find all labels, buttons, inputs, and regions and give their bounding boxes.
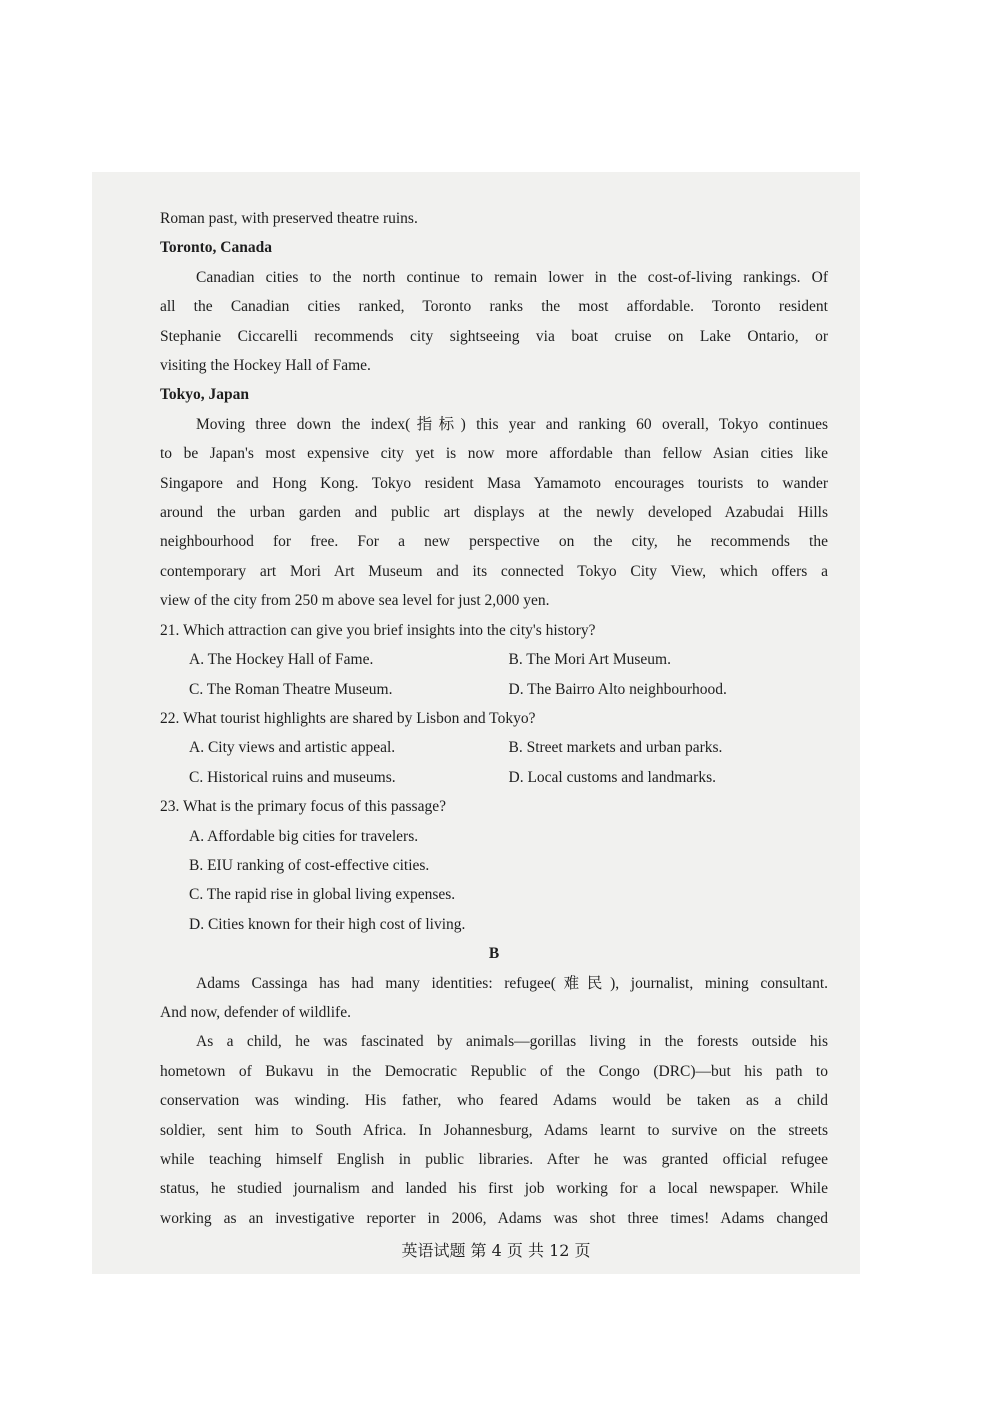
question-23 [160, 792, 828, 939]
option-c: C. The Roman Theatre Museum. [189, 680, 393, 698]
passage-b-line: status, he studied journalism and landed his first job working for a local newspaper. While [160, 1180, 828, 1198]
passage-b-line: conservation was winding. His father, who feared Adams would be taken as a child [160, 1092, 828, 1110]
passage-b-paragraph-1 [160, 969, 828, 1028]
tokyo-line: neighbourhood for free. For a new perspective on the city, he recommends the [160, 533, 828, 551]
passage-b-line: while teaching himself English in public libraries. After he was granted official refugee [160, 1151, 828, 1168]
passage-b-line: As a child, he was fascinated by animals—gorillas living in the forests outside his [196, 1033, 828, 1051]
tokyo-line: Moving three down the index(指标) this year and ranking 60 overall, Tokyo continues [196, 415, 828, 433]
passage-b-line: working as an investigative reporter in 2006, Adams was shot three times! Adams changed [160, 1209, 828, 1227]
toronto-line: all the Canadian cities ranked, Toronto ranks the most affordable. Toronto resident [160, 298, 828, 316]
tokyo-line: around the urban garden and public art displays at the newly developed Azabudai Hills [160, 504, 828, 522]
option-row [160, 675, 828, 704]
option-d: D. Local customs and landmarks. [508, 768, 716, 786]
tokyo-line: contemporary art Mori Art Museum and its connected Tokyo City View, which offers a [160, 562, 828, 580]
passage-continuation: Roman past, with preserved theatre ruins. [160, 210, 418, 227]
question-stem: 21. Which attraction can give you brief insights into the city's history? [160, 621, 596, 639]
tokyo-line: view of the city from 250 m above sea level for just 2,000 yen. [160, 592, 550, 610]
question-stem: 22. What tourist highlights are shared by Lisbon and Tokyo? [160, 709, 536, 727]
option-c: C. Historical ruins and museums. [189, 768, 396, 786]
option-b: B. EIU ranking of cost-effective cities. [189, 856, 430, 874]
option-d: D. The Bairro Alto neighbourhood. [508, 680, 727, 698]
option-row [160, 733, 828, 762]
toronto-line: visiting the Hockey Hall of Fame. [160, 357, 371, 375]
tokyo-paragraph [160, 410, 828, 616]
tokyo-heading: Tokyo, Japan [160, 386, 250, 404]
toronto-line: Canadian cities to the north continue to remain lower in the cost-of-living rankings. Of [196, 268, 828, 286]
passage-b-line: And now, defender of wildlife. [160, 1003, 351, 1021]
passage-b-line: hometown of Bukavu in the Democratic Republic of the Congo (DRC)—but his path to [160, 1062, 828, 1080]
passage-b-line: Adams Cassinga has had many identities: refugee(难民), journalist, mining consultant. [196, 974, 828, 992]
tokyo-line: Singapore and Hong Kong. Tokyo resident Masa Yamamoto encourages tourists to wander [160, 474, 828, 492]
option-row [160, 763, 828, 792]
toronto-heading: Toronto, Canada [160, 239, 272, 257]
passage-b-paragraph-2 [160, 1027, 828, 1233]
option-a: A. Affordable big cities for travelers. [189, 827, 419, 845]
option-d: D. Cities known for their high cost of living. [189, 915, 466, 933]
option-b: B. Street markets and urban parks. [508, 739, 723, 757]
option-a: A. City views and artistic appeal. [189, 739, 396, 757]
option-row [160, 645, 828, 674]
question-stem: 23. What is the primary focus of this passage? [160, 798, 446, 816]
option-a: A. The Hockey Hall of Fame. [189, 651, 374, 669]
question-22 [160, 704, 828, 792]
exam-content [160, 204, 828, 1233]
option-c: C. The rapid rise in global living expenses. [189, 886, 456, 904]
tokyo-line: to be Japan's most expensive city yet is now more affordable than fellow Asian cities like [160, 445, 828, 463]
page-footer: 英语试题 第 4 页 共 12 页 [401, 1241, 591, 1260]
passage-b-line: soldier, sent him to South Africa. In Johannesburg, Adams learnt to survive on the streets [160, 1121, 828, 1139]
section-b-heading: B [488, 945, 500, 963]
question-21 [160, 616, 828, 704]
option-b: B. The Mori Art Museum. [508, 651, 671, 669]
toronto-line: Stephanie Ciccarelli recommends city sightseeing via boat cruise on Lake Ontario, or [160, 327, 828, 345]
toronto-paragraph [160, 263, 828, 381]
